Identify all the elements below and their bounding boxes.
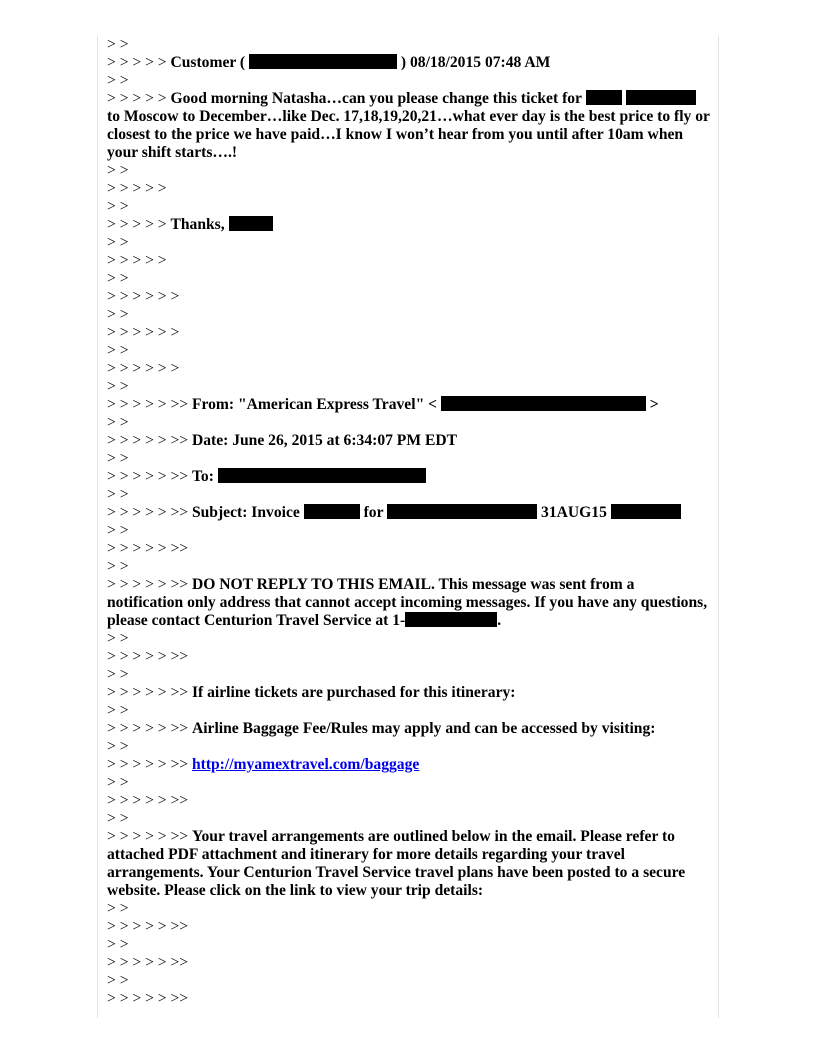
quote-markers: > > xyxy=(107,630,129,647)
email-line xyxy=(107,468,711,486)
redaction-block xyxy=(304,504,360,519)
quote-markers: > > > > > > xyxy=(107,288,180,305)
email-line xyxy=(107,540,711,558)
email-line xyxy=(107,288,711,306)
message-text: > xyxy=(645,396,659,413)
message-text: If airline tickets are purchased for this itinerary: xyxy=(191,684,516,701)
email-line xyxy=(107,720,711,738)
quote-markers: > > xyxy=(107,972,129,989)
redaction-block xyxy=(586,90,622,105)
email-line xyxy=(107,954,711,972)
email-line xyxy=(107,774,711,792)
email-line xyxy=(107,504,711,522)
email-line xyxy=(107,72,711,90)
email-line xyxy=(107,432,711,450)
quote-markers: > > xyxy=(107,558,129,575)
quote-markers: > > xyxy=(107,486,129,503)
quote-markers: > > xyxy=(107,36,129,53)
email-line xyxy=(107,702,711,720)
quote-markers: > > xyxy=(107,162,129,179)
email-line xyxy=(107,270,711,288)
quote-markers: > > > > > xyxy=(107,252,167,269)
quote-markers: > > xyxy=(107,270,129,287)
quote-markers: > > xyxy=(107,72,129,89)
quote-markers: > > > > > >> xyxy=(107,540,189,557)
quote-markers: > > > > > > xyxy=(107,324,180,341)
quote-markers: > > > > > xyxy=(107,216,171,233)
quote-markers: > > > > > >> xyxy=(107,720,192,737)
quote-markers: > > xyxy=(107,666,129,683)
email-line xyxy=(107,684,711,702)
page-margin-line-right xyxy=(718,36,719,1018)
email-line xyxy=(107,486,711,504)
email-line xyxy=(107,36,711,54)
quote-markers: > > > > > >> xyxy=(107,504,192,521)
message-text: Customer ( xyxy=(170,54,250,71)
quote-markers: > > > > > > xyxy=(107,360,180,377)
email-line xyxy=(107,792,711,810)
redaction-block xyxy=(218,468,426,483)
quote-markers: > > > > > >> xyxy=(107,828,192,845)
redaction-block xyxy=(611,504,681,519)
email-line xyxy=(107,252,711,270)
quote-markers: > > > > > >> xyxy=(107,396,192,413)
quote-markers: > > > > > >> xyxy=(107,756,192,773)
email-line xyxy=(107,216,711,234)
message-text: Good morning Natasha…can you please change this ticket for xyxy=(170,90,586,107)
email-line xyxy=(107,180,711,198)
redaction-block xyxy=(626,90,696,105)
email-line xyxy=(107,450,711,468)
quote-markers: > > > > > xyxy=(107,54,171,71)
quote-markers: > > > > > >> xyxy=(107,990,189,1007)
quote-markers: > > xyxy=(107,234,129,251)
email-line xyxy=(107,558,711,576)
email-line xyxy=(107,918,711,936)
quote-markers: > > > > > >> xyxy=(107,432,192,449)
redaction-block xyxy=(441,396,646,411)
quote-markers: > > xyxy=(107,450,129,467)
quote-markers: > > > > > >> xyxy=(107,468,192,485)
quote-markers: > > xyxy=(107,936,129,953)
quote-markers: > > > > > >> xyxy=(107,954,189,971)
quote-markers: > > xyxy=(107,306,129,323)
message-text: to Moscow to December…like Dec. 17,18,19,20,21…what ever day is the best price to fly or closest to the price we have paid…I know I won’t hear from you until after 10am when your shift starts….! xyxy=(107,108,710,161)
email-line xyxy=(107,324,711,342)
redaction-block xyxy=(229,216,273,231)
message-text: for xyxy=(359,504,388,521)
email-line xyxy=(107,630,711,648)
quote-markers: > > > > > xyxy=(107,180,167,197)
quote-markers: > > xyxy=(107,342,129,359)
quote-markers: > > xyxy=(107,774,129,791)
message-text: To: xyxy=(191,468,218,485)
quote-markers: > > > > > >> xyxy=(107,792,189,809)
email-line xyxy=(107,198,711,216)
message-text: 31AUG15 xyxy=(537,504,611,521)
email-line xyxy=(107,306,711,324)
baggage-link[interactable]: http://myamextravel.com/baggage xyxy=(191,756,420,773)
email-thread-body xyxy=(107,36,711,1008)
redaction-block xyxy=(387,504,537,519)
redaction-block xyxy=(405,612,497,627)
message-text: Subject: Invoice xyxy=(191,504,304,521)
quote-markers: > > > > > xyxy=(107,90,171,107)
quote-markers: > > xyxy=(107,738,129,755)
email-line xyxy=(107,810,711,828)
email-line xyxy=(107,990,711,1008)
redaction-block xyxy=(249,54,397,69)
email-line xyxy=(107,162,711,180)
quote-markers: > > xyxy=(107,414,129,431)
email-line xyxy=(107,90,711,162)
message-text: From: "American Express Travel" < xyxy=(191,396,441,413)
email-line xyxy=(107,900,711,918)
email-line xyxy=(107,414,711,432)
email-line xyxy=(107,54,711,72)
email-line xyxy=(107,756,711,774)
email-line xyxy=(107,972,711,990)
message-text: . xyxy=(497,612,502,629)
email-line xyxy=(107,342,711,360)
quote-markers: > > xyxy=(107,378,129,395)
email-line xyxy=(107,378,711,396)
email-line xyxy=(107,738,711,756)
email-line xyxy=(107,234,711,252)
quote-markers: > > > > > >> xyxy=(107,576,192,593)
message-text: DO NOT REPLY TO THIS EMAIL. This message was sent from a notification only address that cannot accept incoming messages. If you have any questions, please contact Centurion Travel Service at 1- xyxy=(107,576,708,629)
message-text: ) 08/18/2015 07:48 AM xyxy=(397,54,551,71)
quote-markers: > > xyxy=(107,702,129,719)
email-line xyxy=(107,576,711,630)
email-line xyxy=(107,936,711,954)
email-line xyxy=(107,828,711,900)
email-line xyxy=(107,522,711,540)
message-text: Airline Baggage Fee/Rules may apply and can be accessed by visiting: xyxy=(191,720,656,737)
message-text: Your travel arrangements are outlined below in the email. Please refer to attached PDF attachment and itinerary for more details regarding your travel arrangements. Your Centurion Travel Service travel plans have been posted to a secure website. Please click on the link to view your trip details: xyxy=(107,828,686,899)
page-margin-line-left xyxy=(97,36,98,1018)
quote-markers: > > xyxy=(107,522,129,539)
quote-markers: > > xyxy=(107,198,129,215)
quote-markers: > > > > > >> xyxy=(107,684,192,701)
email-line xyxy=(107,666,711,684)
message-text: Date: June 26, 2015 at 6:34:07 PM EDT xyxy=(191,432,458,449)
email-line xyxy=(107,648,711,666)
email-line xyxy=(107,396,711,414)
message-text: Thanks, xyxy=(170,216,229,233)
quote-markers: > > xyxy=(107,810,129,827)
quote-markers: > > > > > >> xyxy=(107,648,189,665)
quote-markers: > > > > > >> xyxy=(107,918,189,935)
email-line xyxy=(107,360,711,378)
quote-markers: > > xyxy=(107,900,129,917)
